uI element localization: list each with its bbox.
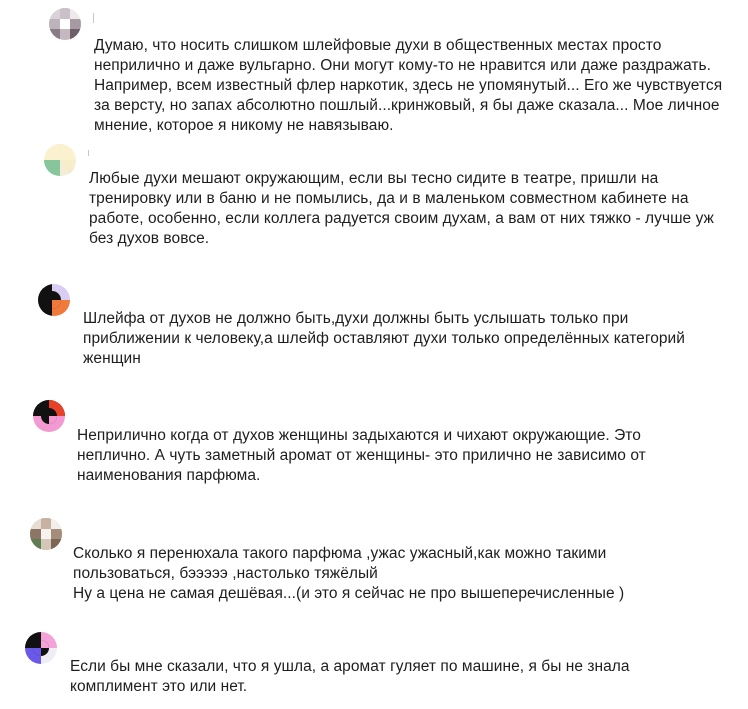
comment-text: Если бы мне сказали, что я ушла, а аромат гуляет по машине, я бы не знала комплимент это или нет. (70, 658, 630, 695)
comment-text: Сколько я перенюхала такого парфюма ,ужас ужасный,как можно такими пользоваться, бэээээ ,настолько тяжёлый Ну а цена не самая дешёвая...(и это я сейчас не про вышеперечисленные ) (73, 545, 625, 602)
geometric-avatar-red-pink[interactable] (33, 400, 65, 432)
comment-text: Неприлично когда от духов женщины задыхаются и чихают окружающие. Это неплично. А чуть заметный аромат от женщины- это прилично не зависимо от наименования парфюма. (77, 427, 646, 484)
geometric-avatar-yellow-green[interactable] (44, 144, 76, 176)
comment-text: Шлейфа от духов не должно быть,духи должны быть услышать только при приближении к человеку,а шлейф оставляют духи только определённых категорий женщин (83, 310, 685, 367)
author-name-placeholder (88, 150, 89, 156)
pixel-photo-avatar[interactable] (49, 8, 81, 40)
author-name-placeholder (93, 13, 94, 23)
geometric-avatar-pink-purple[interactable] (25, 632, 57, 664)
flower-photo-avatar[interactable] (30, 518, 62, 550)
geometric-avatar-lilac-orange[interactable] (38, 284, 70, 316)
comment-text: Любые духи мешают окружающим, если вы тесно сидите в театре, пришли на тренировку или в баню и не помылись, да и в маленьком совместном кабинете на работе, особенно, если коллега радуется своим духам, а вам от них тяжко - лучше уж без духов вовсе. (89, 170, 714, 247)
comment-text: Думаю, что носить слишком шлейфовые духи в общественных местах просто неприлично и даже вульгарно. Они могут кому-то не нравится или даже раздражать. Например, всем известный флер наркотик, здесь не упомянутый... Его же чувствуется за версту, но запах абсолютно пошлый...кринжовый, я бы даже сказала... Мое личное мнение, которое я никому не навязываю. (94, 37, 723, 134)
